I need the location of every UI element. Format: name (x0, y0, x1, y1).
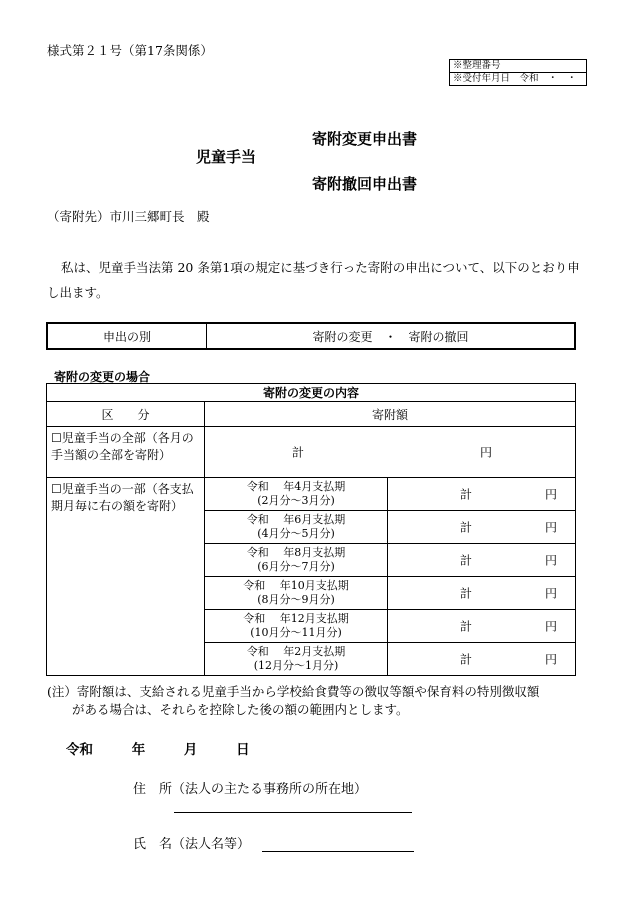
period-row: 令和 年4月支払期 (2月分～3月分) (205, 478, 388, 511)
full-amount-cell[interactable] (205, 427, 576, 478)
col-category: 区 分 (47, 402, 205, 427)
option-partial[interactable]: ☐児童手当の一部（各支払期月毎に右の額を寄附） (47, 478, 205, 676)
period-row: 令和 年10月支払期 (8月分～9月分) (205, 577, 388, 610)
form-number: 様式第２１号（第17条関係） (47, 43, 213, 58)
date-day[interactable]: 日 (236, 742, 250, 758)
address-label: 住 所（法人の主たる事務所の所在地） (133, 782, 368, 797)
period-amount-field[interactable]: 計 円 (388, 610, 576, 643)
address-field[interactable] (174, 812, 412, 813)
name-field[interactable] (262, 851, 414, 852)
registration-date: ※受付年月日 令和 ・ ・ (450, 73, 587, 86)
application-type-table (46, 322, 576, 350)
title-change: 寄附変更申出書 (312, 130, 418, 148)
date-year[interactable]: 年 (131, 742, 146, 758)
period-row: 令和 年2月支払期 (12月分～1月分) (205, 643, 388, 676)
application-type-label: 申出の別 (47, 323, 207, 349)
period-amount-field[interactable]: 計 円 (388, 643, 576, 676)
period-amount-field[interactable]: 計 円 (388, 478, 576, 511)
option-full[interactable]: ☐児童手当の全部（各月の手当額の全部を寄附） (47, 427, 205, 478)
change-table (46, 383, 576, 676)
title-prefix: 児童手当 (196, 148, 257, 166)
full-kei: 計 (292, 445, 305, 460)
note-line-2: がある場合は、それらを控除した後の額の範囲内とします。 (72, 702, 409, 717)
application-type-options[interactable]: 寄附の変更 ・ 寄附の撤回 (207, 323, 576, 349)
period-row: 令和 年8月支払期 (6月分～7月分) (205, 544, 388, 577)
full-yen: 円 (480, 445, 493, 460)
title-withdrawal: 寄附撤回申出書 (312, 175, 418, 193)
col-amount: 寄附額 (205, 402, 576, 427)
period-row: 令和 年6月支払期 (4月分～5月分) (205, 511, 388, 544)
change-table-title: 寄附の変更の内容 (47, 384, 576, 402)
name-label: 氏 名（法人名等） (133, 837, 251, 852)
period-amount-field[interactable]: 計 円 (388, 511, 576, 544)
registration-box (449, 59, 587, 86)
note (47, 683, 592, 719)
period-row: 令和 年12月支払期 (10月分～11月分) (205, 610, 388, 643)
note-line-1: (注）寄附額は、支給される児童手当から学校給食費等の徴収等額や保育料の特別徴収額 (47, 684, 540, 699)
date-row (66, 738, 284, 758)
addressee: （寄附先）市川三郷町長 殿 (47, 209, 210, 224)
period-amount-field[interactable]: 計 円 (388, 544, 576, 577)
statement: 私は、児童手当法第 20 条第1項の規定に基づき行った寄附の申出について、以下のとおり申し出ます。 (47, 260, 580, 300)
date-month[interactable]: 月 (183, 742, 198, 758)
period-amount-field[interactable]: 計 円 (388, 577, 576, 610)
registration-number: ※整理番号 (450, 60, 587, 73)
date-era: 令和 (66, 742, 93, 758)
change-section-label: 寄附の変更の場合 (54, 370, 151, 384)
